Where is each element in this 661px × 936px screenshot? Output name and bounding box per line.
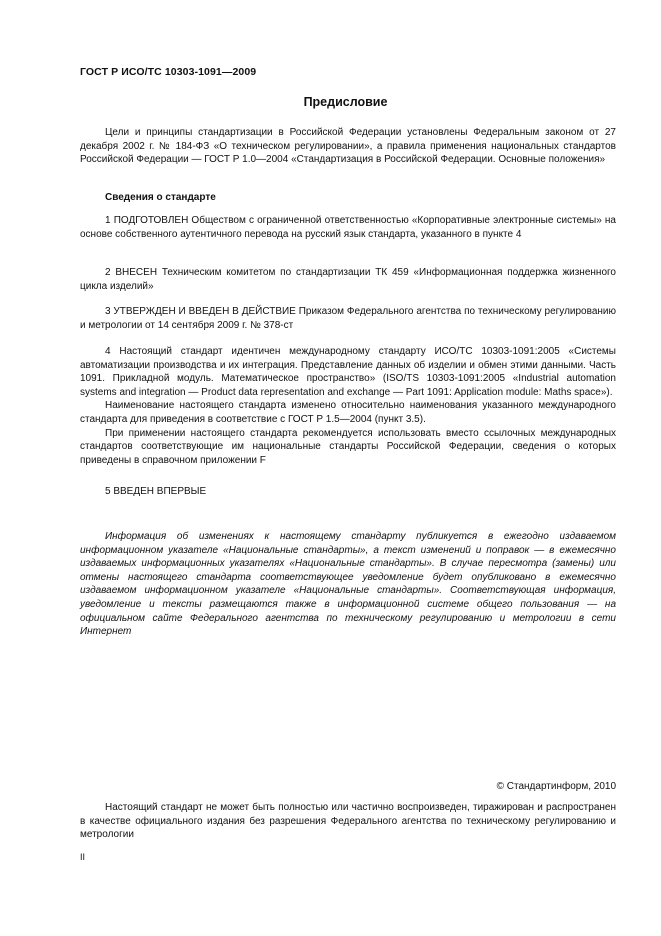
copyright-line: © Стандартинформ, 2010: [496, 781, 616, 792]
item-3: 3 УТВЕРЖДЕН И ВВЕДЕН В ДЕЙСТВИЕ Приказом Федерального агентства по техническому регулированию и метрологии от 14 сентября 2009 г. № 378-ст: [80, 306, 616, 331]
standard-code-header: ГОСТ Р ИСО/ТС 10303-1091—2009: [80, 66, 257, 78]
item-4-paragraph-3: При применении настоящего стандарта рекомендуется использовать вместо ссылочных международных стандартов соответствующие им национальные стандарты Российской Федерации, сведения о которых приведены в справочном приложении F: [80, 427, 616, 466]
intro-block: [80, 126, 616, 167]
reproduction-block: [80, 801, 616, 842]
reproduction-notice: Настоящий стандарт не может быть полностью или частично воспроизведен, тиражирован и распространен в качестве официального издания без разрешения Федерального агентства по техническому регулированию и метрологии: [80, 802, 616, 841]
changes-notice: Информация об изменениях к настоящему стандарту публикуется в ежегодно издаваемом информационном указателе «Национальные стандарты», а текст изменений и поправок — в ежемесячно издаваемых информационных указателях «Национальные стандарты». В случае пересмотра (замены) или отмены настоящего стандарта соответствующее уведомление будет опубликовано в ежемесячно издаваемом информационном указателе «Национальные стандарты». Соответствующая информация, уведомление и тексты размещаются также в информационной системе общего пользования — на официальном сайте Федерального агентства по техническому регулированию и метрологии в сети Интернет: [80, 531, 616, 638]
item-2: 2 ВНЕСЕН Техническим комитетом по стандартизации ТК 459 «Информационная поддержка жизненного цикла изделий»: [80, 267, 616, 292]
notice-block: [80, 530, 616, 639]
section-heading: Сведения о стандарте: [105, 192, 216, 203]
item-2-block: [80, 266, 616, 293]
item-5-block: [80, 485, 616, 499]
item-5: 5 ВВЕДЕН ВПЕРВЫЕ: [105, 486, 207, 497]
intro-paragraph: Цели и принципы стандартизации в Российской Федерации установлены Федеральным законом от 27 декабря 2002 г. № 184-ФЗ «О техническом регулировании», а правила применения национальных стандартов Российской Федерации — ГОСТ Р 1.0—2004 «Стандартизация в Российской Федерации. Основные положения»: [80, 127, 616, 166]
item-1: 1 ПОДГОТОВЛЕН Обществом с ограниченной ответственностью «Корпоративные электронные системы» на основе собственного аутентичного перевода на русский язык стандарта, указанного в пункте 4: [80, 215, 616, 240]
item-3-block: [80, 305, 616, 332]
page-number: II: [80, 852, 86, 862]
item-1-block: [80, 214, 616, 241]
item-4-paragraph-1: 4 Настоящий стандарт идентичен международному стандарту ИСО/ТС 10303-1091:2005 «Системы автоматизации производства и их интеграция. Представление данных об изделии и обмен этими данными. Часть 1091. Прикладной модуль. Математическое пространство» (ISO/TS 10303-1091:2005 «Industrial automation systems and integration — Product data representation and exchange — Part 1091: Application module: Maths space»).: [80, 346, 616, 398]
section-heading-block: [80, 191, 616, 205]
item-4-block: [80, 345, 616, 467]
item-4-paragraph-2: Наименование настоящего стандарта изменено относительно наименования указанного международного стандарта для приведения в соответствие с ГОСТ Р 1.5—2004 (пункт 3.5).: [80, 400, 616, 425]
page-title: Предисловие: [303, 95, 388, 109]
